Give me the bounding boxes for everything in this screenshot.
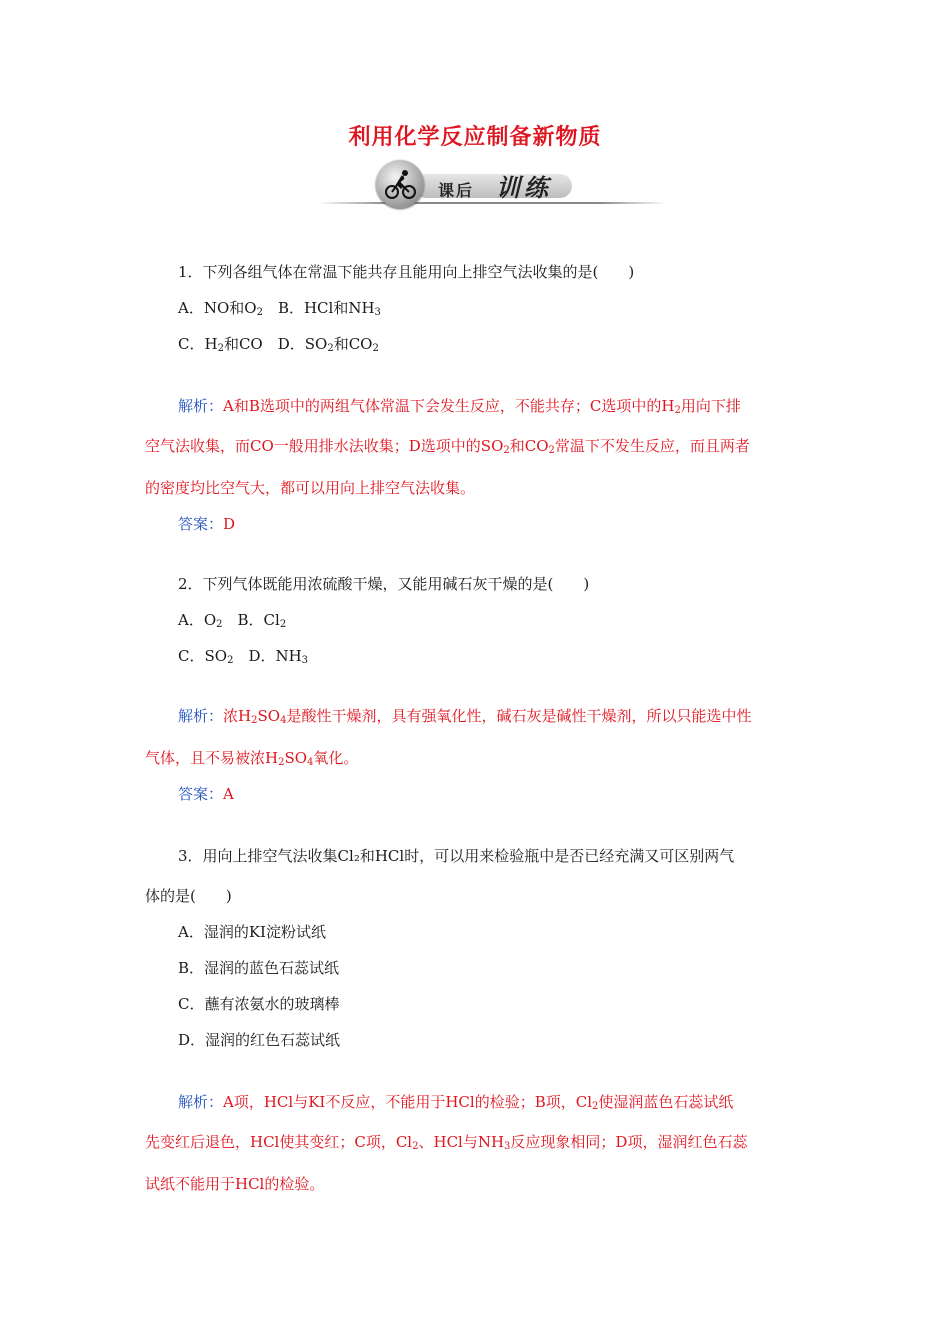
q1-stem: 1．下列各组气体在常温下能共存且能用向上排空气法收集的是( ) (178, 263, 635, 281)
q1-options-ab: A．NO和$O_2$ B．HCl和$NH_3$ (178, 299, 381, 318)
q2-analysis-line-1: 解析：浓$H_2SO_4$是酸性干燥剂，具有强氧化性，碱石灰是碱性干燥剂，所以只能选中性 (178, 707, 752, 726)
banner-word-2: 训练 (496, 174, 552, 202)
q3-option-c: C．蘸有浓氨水的玻璃棒 (178, 995, 340, 1013)
q3-analysis-line-2: 先变红后退色，HCl使其变红；C项，$Cl_2$、HCl与$NH_3$反应现象相同；D项，湿润红色石蕊 (145, 1133, 748, 1152)
banner-divider (318, 202, 668, 204)
q3-analysis-line-3: 试纸不能用于HCl的检验。 (145, 1175, 325, 1193)
q3-stem-line-1: 3．用向上排空气法收集Cl₂和HCl时，可以用来检验瓶中是否已经充满又可区别两气 (178, 847, 735, 865)
q3-stem-line-2: 体的是( ) (145, 887, 232, 905)
q2-answer: 答案：A (178, 785, 234, 803)
q3-analysis-line-1: 解析：A项，HCl与KI不反应，不能用于HCl的检验；B项，$Cl_2$使湿润蓝色石蕊试纸 (178, 1093, 734, 1112)
q1-answer: 答案：D (178, 515, 236, 533)
q3-option-d: D．湿润的红色石蕊试纸 (178, 1031, 341, 1049)
q1-analysis-line-2: 空气法收集，而CO一般用排水法收集；D选项中的$SO_2$和$CO_2$常温下不发生反应，而且两者 (145, 437, 750, 456)
q3-option-a: A．湿润的KI淀粉试纸 (178, 923, 326, 941)
q2-stem: 2．下列气体既能用浓硫酸干燥，又能用碱石灰干燥的是( ) (178, 575, 590, 593)
q1-options-cd: C．$H_2$和CO D．$SO_2$和$CO_2$ (178, 335, 379, 354)
section-banner (318, 156, 668, 208)
cyclist-icon (376, 160, 424, 208)
q2-options-cd: C．$SO_2$ D．$NH_3$ (178, 647, 309, 666)
q2-analysis-line-2: 气体，且不易被浓$H_2SO_4$氧化。 (145, 749, 359, 768)
q3-option-b: B．湿润的蓝色石蕊试纸 (178, 959, 340, 977)
q1-analysis-line-1: 解析：A和B选项中的两组气体常温下会发生反应，不能共存；C选项中的$H_2$用向下排 (178, 397, 741, 416)
analysis-label: 解析： (178, 397, 224, 415)
q1-analysis-line-3: 的密度均比空气大，都可以用向上排空气法收集。 (145, 479, 476, 497)
document-title: 利用化学反应制备新物质 (348, 125, 602, 150)
banner-word-1: 课后 (438, 181, 475, 200)
q2-options-ab: A．$O_2$ B．$Cl_2$ (178, 611, 287, 630)
